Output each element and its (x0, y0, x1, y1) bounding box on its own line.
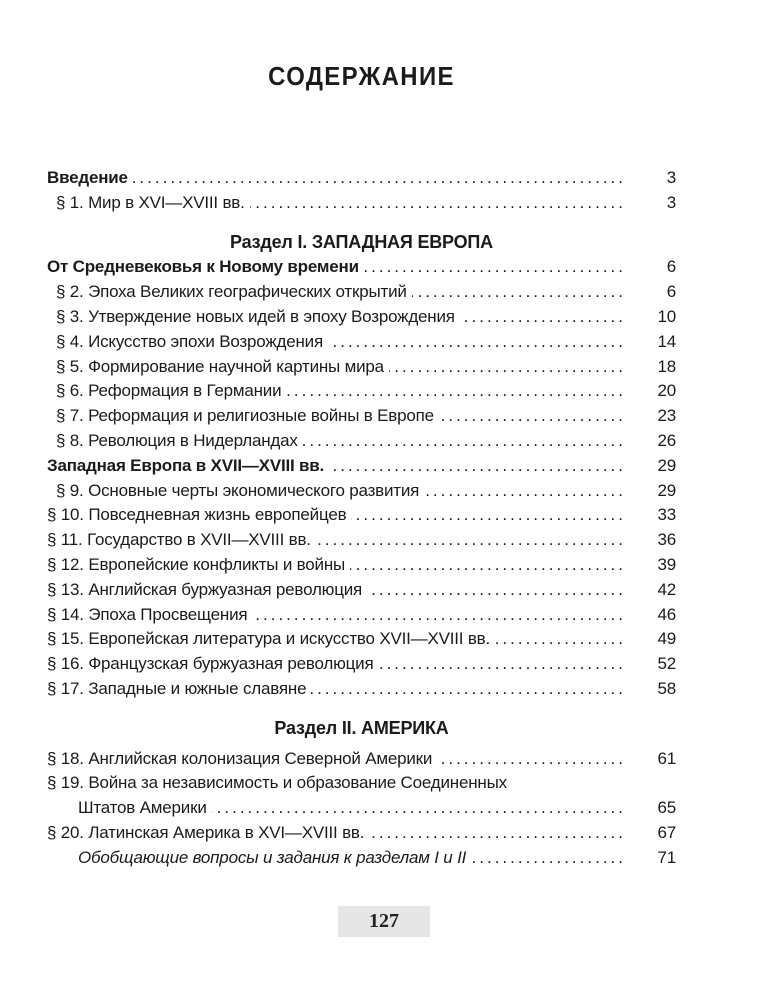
toc-entry-text: § 4. Искусство эпохи Возрождения (56, 331, 323, 351)
toc-entry-text: § 1. Мир в XVI—XVIII вв. (56, 192, 245, 212)
toc-entry-text: § 8. Революция в Нидерландах (56, 430, 298, 450)
toc-entry (47, 404, 676, 429)
toc-entry (47, 821, 676, 846)
toc-leader-dots (328, 330, 626, 355)
toc-page-number: 18 (657, 356, 676, 376)
toc-leader-dots (437, 747, 626, 772)
toc-entry (47, 528, 676, 553)
toc-leader-dots (471, 846, 626, 871)
toc-entry (47, 479, 676, 504)
toc-page-number: 65 (657, 798, 676, 818)
toc-leader-dots (212, 796, 626, 821)
toc-entry-text: § 5. Формирование научной картины мира (56, 356, 384, 376)
toc-entry-text: § 14. Эпоха Просвещения (47, 604, 248, 624)
toc-entries (47, 166, 676, 871)
toc-leader-dots (369, 821, 626, 846)
toc-entry-text: § 16. Французская буржуазная революция (47, 654, 374, 674)
toc-leader-dots (367, 578, 626, 603)
toc-entry-text: Западная Европа в XVII—XVIII вв. (47, 455, 325, 475)
toc-entry-text: § 20. Латинская Америка в XVI—XVIII вв. (47, 822, 365, 842)
toc-entry (47, 503, 676, 528)
toc-page-number: 29 (657, 480, 676, 500)
toc-entry (47, 796, 676, 821)
toc-leader-dots (286, 379, 626, 404)
toc-leader-dots (424, 479, 626, 504)
toc-page-number: 58 (657, 678, 676, 698)
toc-page-number: 42 (657, 579, 676, 599)
toc-entry-text: § 7. Реформация и религиозные войны в Европе (56, 406, 434, 426)
toc-leader-dots (316, 528, 626, 553)
toc-leader-dots (350, 553, 626, 578)
toc-page-number: 39 (657, 554, 676, 574)
toc-leader-dots (351, 503, 626, 528)
toc-page-number: 29 (657, 455, 676, 475)
page-title: СОДЕРЖАНИЕ (268, 61, 455, 91)
toc-entry-text: § 13. Английская буржуазная революция (47, 579, 363, 599)
toc-entry (47, 652, 676, 677)
toc-page-number: 33 (657, 505, 676, 525)
toc-leader-dots (378, 652, 626, 677)
toc-leader-dots (439, 404, 626, 429)
toc-leader-dots (364, 255, 626, 280)
toc-entry (47, 330, 676, 355)
toc-entry (47, 454, 676, 479)
toc-entry (47, 553, 676, 578)
toc-page-number: 20 (657, 381, 676, 401)
toc-entry-text: § 3. Утверждение новых идей в эпоху Возрождения (56, 306, 455, 326)
toc-leader-dots (133, 166, 626, 191)
toc-entry-text: § 2. Эпоха Великих географических открытий (56, 282, 407, 302)
toc-leader-dots (250, 191, 626, 216)
toc-entry-text: § 12. Европейские конфликты и войны (47, 554, 346, 574)
toc-entry (47, 747, 676, 772)
toc-leader-dots (303, 429, 626, 454)
toc-page-number: 6 (666, 282, 676, 302)
toc-entry (47, 166, 676, 191)
toc-page-number: 46 (657, 604, 676, 624)
toc-entry-text: Введение (47, 168, 128, 187)
toc-section-header: Раздел II. АМЕРИКА (274, 717, 449, 738)
toc-entry-text: § 15. Европейская литература и искусство XVII—XVIII вв. (47, 629, 491, 649)
toc-page-number: 67 (657, 822, 676, 842)
toc-page-number: 36 (657, 530, 676, 550)
toc-page (47, 0, 676, 871)
toc-entry (47, 578, 676, 603)
toc-section-header: Раздел I. ЗАПАДНАЯ ЕВРОПА (230, 231, 493, 252)
toc-entry-text: § 17. Западные и южные славяне (47, 678, 307, 698)
toc-leader-dots (495, 627, 626, 652)
toc-entry-text: § 6. Реформация в Германии (56, 381, 282, 401)
toc-entry-text: Штатов Америки (78, 798, 207, 818)
toc-entry (47, 771, 676, 796)
toc-entry (47, 846, 676, 871)
toc-page-number: 52 (657, 654, 676, 674)
toc-entry (47, 603, 676, 628)
toc-leader-dots (460, 305, 626, 330)
toc-entry-text: Обобщающие вопросы и задания к разделам I и II (78, 847, 467, 867)
toc-entry-text: § 18. Английская колонизация Северной Америки (47, 748, 433, 768)
toc-entry (47, 429, 676, 454)
toc-entry (47, 677, 676, 702)
toc-entry (47, 305, 676, 330)
toc-entry-text: § 10. Повседневная жизнь европейцев (47, 505, 347, 525)
toc-page-number: 61 (657, 748, 676, 768)
toc-entry (47, 379, 676, 404)
toc-entry (47, 355, 676, 380)
toc-entry-text: § 9. Основные черты экономического развития (56, 480, 420, 500)
toc-entry (47, 280, 676, 305)
toc-page-number: 10 (657, 306, 676, 326)
toc-page-number: 71 (657, 847, 676, 867)
toc-page-number: 14 (657, 331, 676, 351)
toc-entry-text: § 11. Государство в XVII—XVIII вв. (47, 530, 311, 550)
toc-page-number: 26 (657, 430, 676, 450)
toc-leader-dots (311, 677, 626, 702)
toc-page-number: 23 (657, 406, 676, 426)
toc-entry (47, 627, 676, 652)
toc-page-number: 49 (657, 629, 676, 649)
toc-leader-dots (329, 454, 626, 479)
toc-leader-dots (389, 355, 626, 380)
toc-entry (47, 191, 676, 216)
toc-leader-dots (412, 280, 626, 305)
toc-entry-text: От Средневековья к Новому времени (47, 257, 359, 277)
folio-page-number: 127 (338, 906, 430, 937)
toc-page-number: 3 (666, 192, 676, 212)
toc-page-number: 6 (666, 257, 676, 277)
toc-page-number: 3 (666, 168, 676, 187)
toc-leader-dots (252, 603, 626, 628)
toc-entry-text: § 19. Война за независимость и образование Соединенных (47, 773, 507, 793)
toc-entry (47, 255, 676, 280)
